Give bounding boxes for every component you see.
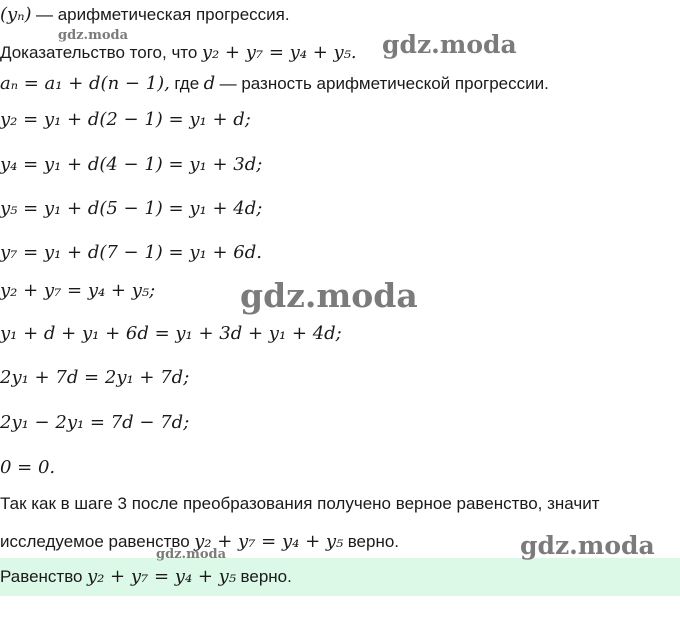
answer-line bbox=[0, 566, 292, 587]
conclusion-text: исследуемое равенство bbox=[0, 532, 190, 551]
formula-text: где bbox=[174, 74, 200, 93]
step-simplified: 2y₁ + 7d = 2y₁ + 7d; bbox=[0, 367, 190, 388]
step-result: 0 = 0. bbox=[0, 457, 56, 478]
answer-prefix: Равенство bbox=[0, 567, 83, 586]
step-transposed: 2y₁ − 2y₁ = 7d − 7d; bbox=[0, 412, 190, 433]
sequence-title-text: — арифметическая прогрессия. bbox=[35, 5, 290, 24]
sequence-math: (yₙ) bbox=[0, 4, 32, 25]
step-substitution: y₁ + d + y₁ + 6d = y₁ + 3d + y₁ + 4d; bbox=[0, 323, 342, 344]
watermark-center: gdz.moda bbox=[240, 276, 418, 315]
proof-text: Доказательство того, что bbox=[0, 43, 198, 62]
formula-desc: — разность арифметической прогрессии. bbox=[219, 74, 549, 93]
step-equation: y₂ + y₇ = y₄ + y₅; bbox=[0, 280, 156, 301]
conclusion-math: y₂ + y₇ = y₄ + y₅ bbox=[194, 531, 344, 552]
watermark-top-left: gdz.moda bbox=[58, 28, 129, 43]
step-y4: y₄ = y₁ + d(4 − 1) = y₁ + 3d; bbox=[0, 154, 263, 175]
proof-math: y₂ + y₇ = y₄ + y₅. bbox=[201, 42, 357, 63]
watermark-bottom-right: gdz.moda bbox=[520, 531, 655, 560]
conclusion-line-1: Так как в шаге 3 после преобразования получено верное равенство, значит bbox=[0, 494, 600, 513]
answer-math: y₂ + y₇ = y₄ + y₅ bbox=[86, 566, 237, 587]
step-y7: y₇ = y₁ + d(7 − 1) = y₁ + 6d. bbox=[0, 242, 262, 263]
watermark-bottom-left: gdz.moda bbox=[156, 547, 227, 562]
formula-math: aₙ = a₁ + d(n − 1), bbox=[0, 73, 170, 94]
watermark-top-right: gdz.moda bbox=[382, 30, 517, 59]
line-formula bbox=[0, 73, 549, 94]
conclusion-tail: верно. bbox=[347, 532, 400, 551]
line-sequence-title bbox=[0, 4, 290, 25]
line-proof-statement bbox=[0, 42, 357, 63]
formula-d: d bbox=[203, 73, 216, 94]
step-y5: y₅ = y₁ + d(5 − 1) = y₁ + 4d; bbox=[0, 198, 263, 219]
step-y2: y₂ = y₁ + d(2 − 1) = y₁ + d; bbox=[0, 109, 251, 130]
answer-suffix: верно. bbox=[240, 567, 292, 586]
answer-box bbox=[0, 558, 680, 596]
